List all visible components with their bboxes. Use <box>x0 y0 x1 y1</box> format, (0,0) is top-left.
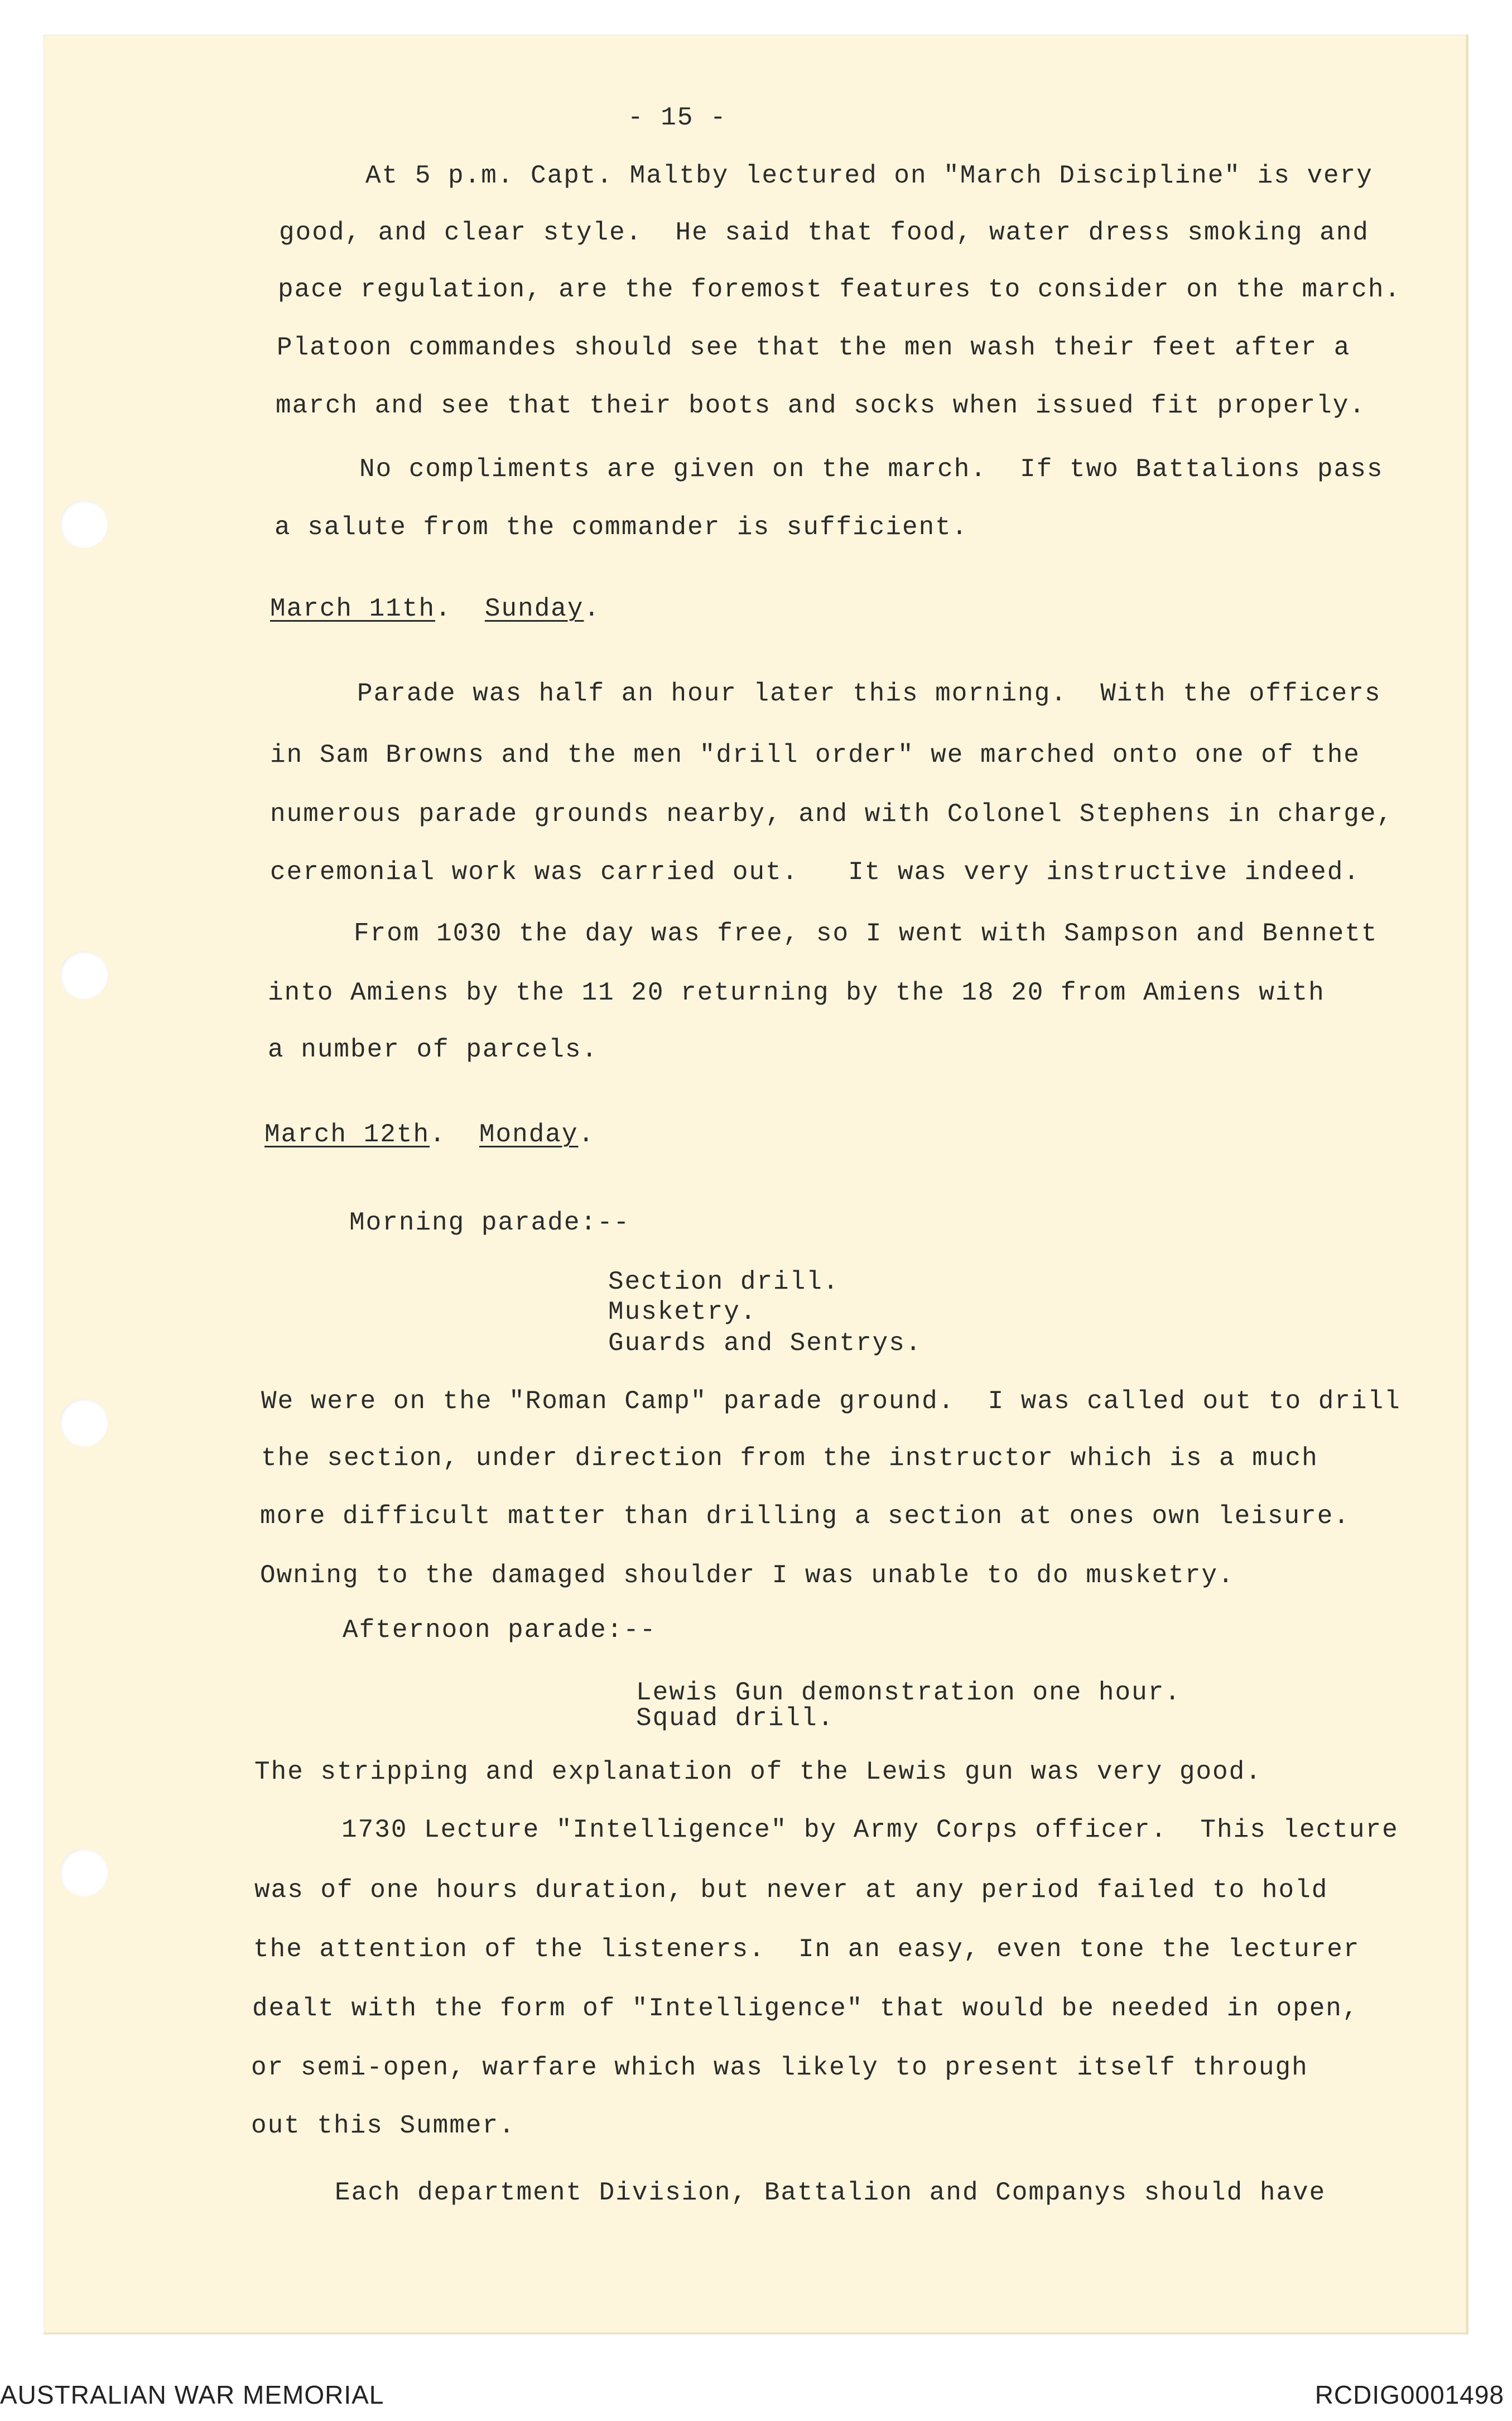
parade-label: Morning parade:-- <box>349 1208 630 1237</box>
text-line: From 1030 the day was free, so I went with Sampson and Bennett <box>354 919 1378 948</box>
archive-credit: AUSTRALIAN WAR MEMORIAL <box>0 2380 384 2409</box>
text-line: was of one hours duration, but never at any period failed to hold <box>254 1876 1328 1905</box>
text-line: We were on the "Roman Camp" parade ground. I was called out to drill <box>261 1387 1401 1416</box>
entry-date: March 11th <box>270 594 436 623</box>
punch-hole <box>60 500 108 548</box>
entry-heading: March 12th. Monday. <box>264 1120 595 1149</box>
text-line: Owning to the damaged shoulder I was unable to do musketry. <box>260 1561 1235 1590</box>
text-line: a salute from the commander is sufficient. <box>275 513 969 542</box>
text-line: or semi-open, warfare which was likely to present itself through <box>251 2053 1308 2082</box>
page-number: - 15 - <box>628 103 727 132</box>
text-line: 1730 Lecture "Intelligence" by Army Corps officer. This lecture <box>341 1815 1399 1844</box>
entry-day: Monday <box>479 1120 579 1149</box>
text-line: ceremonial work was carried out. It was very instructive indeed. <box>270 858 1360 887</box>
parade-label: Afternoon parade:-- <box>343 1616 657 1645</box>
parade-item: Guards and Sentrys. <box>608 1329 922 1358</box>
text-line: dealt with the form of "Intelligence" that would be needed in open, <box>252 1994 1359 2023</box>
parade-item: Section drill. <box>608 1267 840 1296</box>
entry-date: March 12th <box>264 1120 430 1149</box>
punch-hole <box>60 1399 108 1447</box>
text-line: Parade was half an hour later this morning. With the officers <box>357 679 1381 708</box>
parade-item: Musketry. <box>608 1298 757 1327</box>
entry-day: Sunday <box>484 594 584 623</box>
text-line: out this Summer. <box>251 2111 516 2140</box>
text-line: the attention of the listeners. In an easy, even tone the lecturer <box>253 1935 1360 1964</box>
text-line: march and see that their boots and socks when issued fit properly. <box>276 391 1366 420</box>
typed-page <box>44 35 1468 2334</box>
punch-hole <box>60 1848 108 1896</box>
entry-heading: March 11th. Sunday. <box>270 594 601 623</box>
text-line: At 5 p.m. Capt. Maltby lectured on "March Discipline" is very <box>365 161 1373 190</box>
archive-id: RCDIG0001498 <box>1314 2380 1504 2409</box>
text-line: Platoon commandes should see that the men wash their feet after a <box>277 333 1351 362</box>
parade-item: Squad drill. <box>636 1704 835 1733</box>
text-line: pace regulation, are the foremost features to consider on the march. <box>278 275 1402 304</box>
text-line: The stripping and explanation of the Lewis gun was very good. <box>254 1757 1262 1786</box>
text-line: the section, under direction from the instructor which is a much <box>261 1444 1318 1473</box>
text-line: into Amiens by the 11 20 returning by the 18 20 from Amiens with <box>268 978 1325 1007</box>
parade-item: Lewis Gun demonstration one hour. <box>636 1678 1181 1707</box>
punch-hole <box>60 951 108 999</box>
text-line: in Sam Browns and the men "drill order" we marched onto one of the <box>270 741 1360 770</box>
text-line: Each department Division, Battalion and Companys should have <box>335 2178 1326 2207</box>
text-line: a number of parcels. <box>268 1035 599 1064</box>
text-line: good, and clear style. He said that food, water dress smoking and <box>279 218 1369 247</box>
text-line: numerous parade grounds nearby, and with Colonel Stephens in charge, <box>270 800 1394 829</box>
text-line: more difficult matter than drilling a section at ones own leisure. <box>260 1502 1350 1531</box>
text-line: No compliments are given on the march. If two Battalions pass <box>359 455 1384 484</box>
